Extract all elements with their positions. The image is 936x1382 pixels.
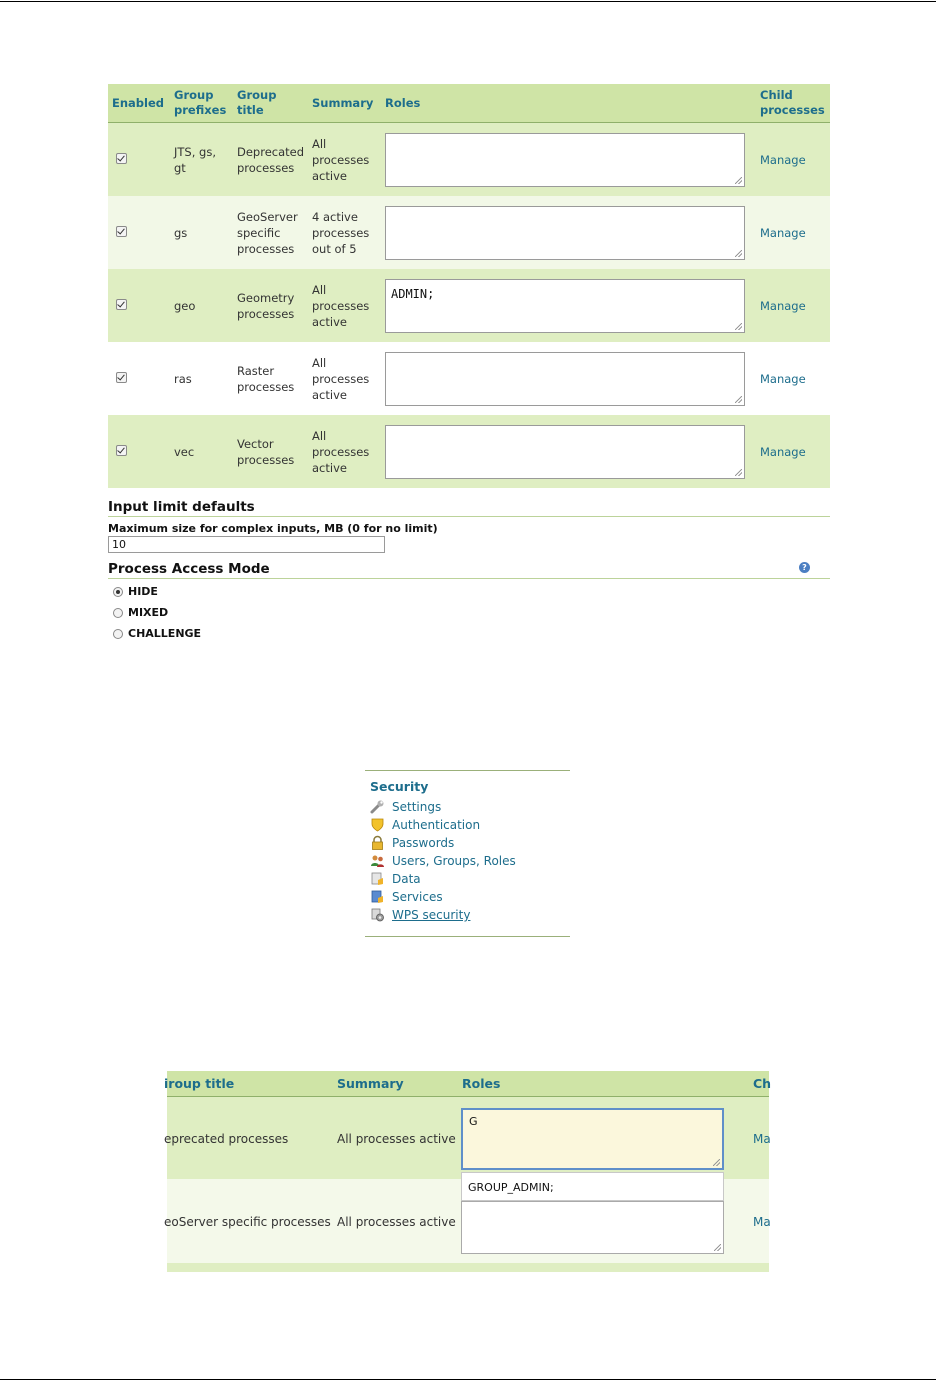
process-groups-table (108, 84, 830, 488)
table-row (108, 196, 830, 269)
enabled-checkbox[interactable] (116, 445, 127, 456)
group-prefixes: gs (170, 196, 233, 269)
group-summary: All processes active (308, 342, 381, 415)
page-top-rule (0, 1, 936, 2)
enabled-checkbox[interactable] (116, 226, 127, 237)
autocomplete-table-header (164, 1071, 772, 1097)
lock-icon (370, 836, 385, 850)
resize-grip-icon[interactable] (735, 177, 742, 184)
manage-link[interactable]: Manage (760, 371, 806, 386)
access-mode-option-hide[interactable]: HIDE (108, 581, 830, 602)
access-mode-option-mixed[interactable]: MIXED (108, 602, 830, 623)
group-prefixes: vec (170, 415, 233, 488)
manage-link[interactable]: Ma (753, 1132, 771, 1146)
menu-item-users-groups-roles[interactable]: Users, Groups, Roles (365, 852, 570, 870)
roles-textarea[interactable] (385, 206, 745, 260)
table-row (108, 415, 830, 488)
group-title: Geometry processes (233, 269, 308, 342)
data-icon (370, 872, 385, 886)
roles-textarea[interactable] (385, 352, 745, 406)
group-summary: All processes active (337, 1215, 456, 1229)
menu-item-services[interactable]: Services (365, 888, 570, 906)
group-prefixes: geo (170, 269, 233, 342)
security-menu-title: Security (370, 779, 429, 794)
group-title: Raster processes (233, 342, 308, 415)
radio-button[interactable] (113, 587, 123, 597)
group-title: Vector processes (233, 415, 308, 488)
group-summary: All processes active (308, 415, 381, 488)
group-title: eprecated processes (164, 1132, 289, 1146)
table-row (108, 342, 830, 415)
header-title[interactable]: iroup title (164, 1076, 235, 1091)
resize-grip-icon[interactable] (735, 323, 742, 330)
access-mode-title: Process Access Mode ? (108, 561, 830, 579)
header-child-processes[interactable]: Ch (753, 1076, 772, 1091)
header-title[interactable]: Group title (233, 84, 308, 123)
header-prefixes[interactable]: Group prefixes (170, 84, 233, 123)
header-summary[interactable]: Summary (308, 84, 381, 123)
manage-link[interactable]: Manage (760, 225, 806, 240)
resize-grip-icon[interactable] (735, 396, 742, 403)
menu-item-authentication[interactable]: Authentication (365, 816, 570, 834)
manage-link[interactable]: Manage (760, 444, 806, 459)
enabled-checkbox[interactable] (116, 153, 127, 164)
manage-link[interactable]: Manage (760, 152, 806, 167)
menu-item-wps-security[interactable]: WPS security (365, 906, 570, 924)
wrench-icon (370, 800, 385, 814)
radio-button[interactable] (113, 629, 123, 639)
resize-grip-icon[interactable] (714, 1244, 721, 1251)
roles-textarea[interactable]: ADMIN; (385, 279, 745, 333)
resize-grip-icon[interactable] (735, 469, 742, 476)
wps-icon (370, 908, 385, 922)
roles-textarea[interactable] (461, 1201, 724, 1254)
wps-security-panel (108, 84, 830, 644)
resize-grip-icon[interactable] (735, 250, 742, 257)
security-menu (365, 770, 570, 937)
roles-textarea[interactable] (385, 425, 745, 479)
group-summary: All processes active (308, 269, 381, 342)
group-summary: 4 active processes out of 5 (308, 196, 381, 269)
group-summary: All processes active (337, 1132, 456, 1146)
autocomplete-suggestion[interactable]: GROUP_ADMIN; (461, 1172, 724, 1201)
table-footer (167, 1263, 769, 1272)
header-roles[interactable]: Roles (462, 1076, 501, 1091)
max-size-input[interactable]: 10 (108, 536, 385, 553)
resize-grip-icon[interactable] (713, 1159, 720, 1166)
radio-button[interactable] (113, 608, 123, 618)
manage-link[interactable]: Ma (753, 1215, 771, 1229)
header-roles[interactable]: Roles (381, 84, 756, 123)
table-row (108, 123, 830, 197)
group-title: Deprecated processes (233, 123, 308, 197)
menu-item-settings[interactable]: Settings (365, 798, 570, 816)
enabled-checkbox[interactable] (116, 372, 127, 383)
shield-icon (370, 818, 385, 832)
access-mode-option-challenge[interactable]: CHALLENGE (108, 623, 830, 644)
group-prefixes: JTS, gs, gt (170, 123, 233, 197)
services-icon (370, 890, 385, 904)
group-summary: All processes active (308, 123, 381, 197)
max-size-label: Maximum size for complex inputs, MB (0 for no limit) (108, 522, 438, 535)
input-limit-title: Input limit defaults (108, 499, 830, 517)
help-icon[interactable]: ? (799, 562, 810, 573)
roles-autocomplete-panel (164, 1071, 772, 1272)
menu-item-data[interactable]: Data (365, 870, 570, 888)
group-prefixes: ras (170, 342, 233, 415)
menu-item-passwords[interactable]: Passwords (365, 834, 570, 852)
manage-link[interactable]: Manage (760, 298, 806, 313)
page-bottom-rule (0, 1379, 936, 1380)
enabled-checkbox[interactable] (116, 299, 127, 310)
group-title: eoServer specific processes (164, 1215, 331, 1229)
table-header-row (108, 84, 830, 123)
header-summary[interactable]: Summary (337, 1076, 404, 1091)
group-title: GeoServer specific processes (233, 196, 308, 269)
roles-textarea[interactable] (385, 133, 745, 187)
users-icon (370, 854, 385, 868)
header-enabled[interactable]: Enabled (108, 84, 170, 123)
table-row (108, 269, 830, 342)
header-child-processes[interactable]: Child processes (756, 84, 830, 123)
roles-input-focused[interactable]: G (461, 1108, 724, 1170)
